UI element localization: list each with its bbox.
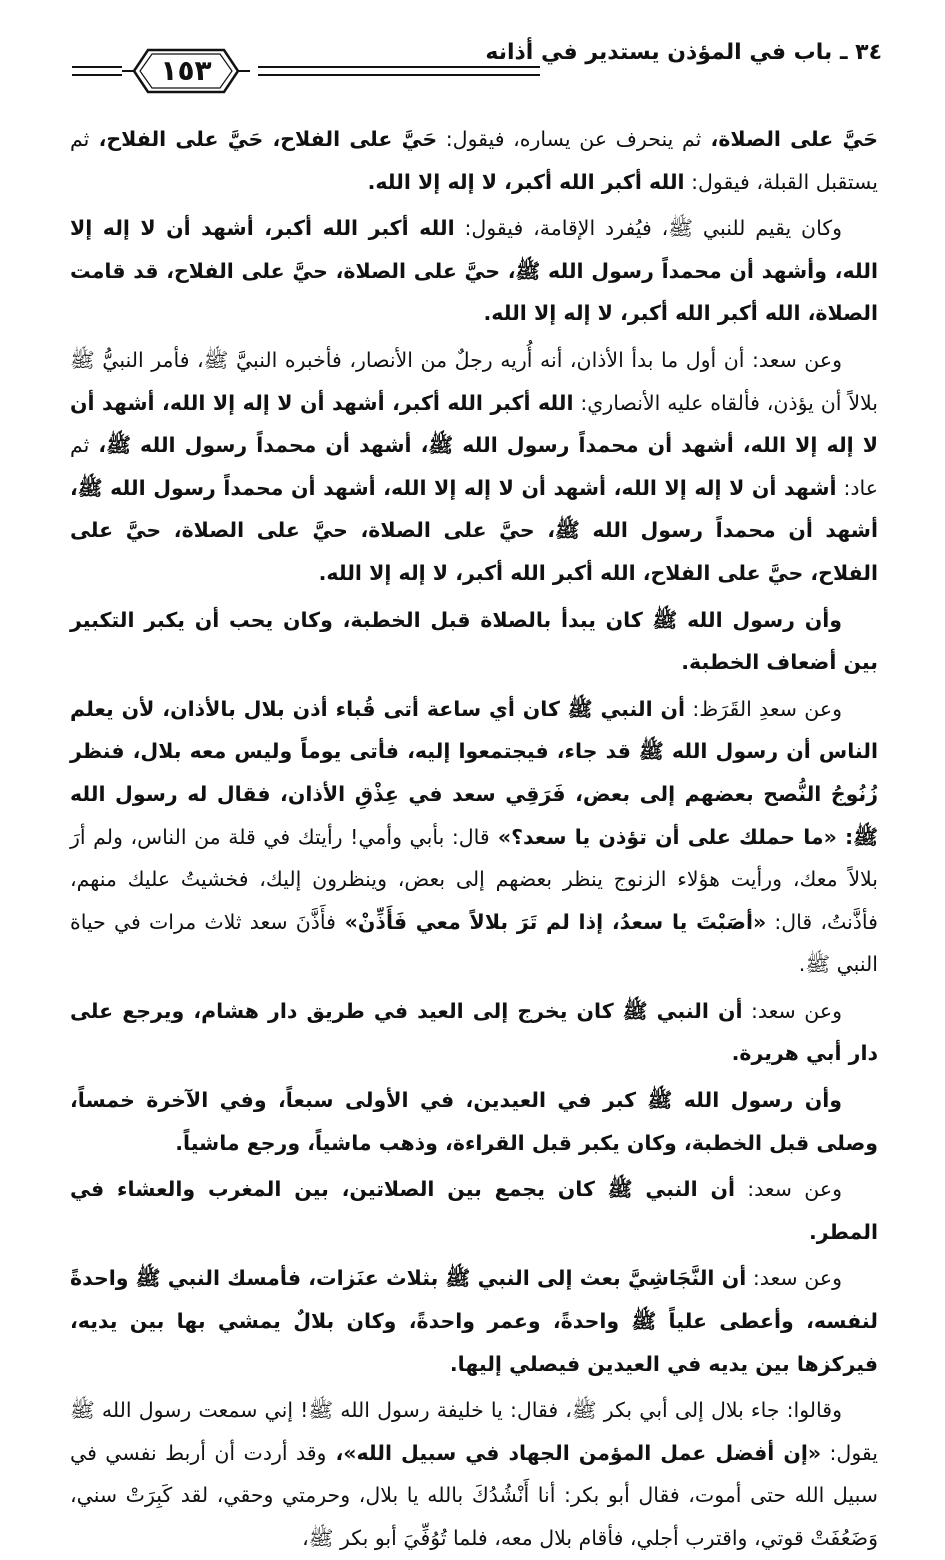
bold-text-run: حَيَّ على الصلاة، [701,127,878,151]
bold-text-run: أشهد أن لا إله إلا الله، أشهد أن لا إله إلا الله، أشهد أن محمداً رسول الله ﷺ، أشهد أن محمداً رسول الله ﷺ، حيَّ على الصلاة، حيَّ على الصلاة، حيَّ على الفلاح، حيَّ على الفلاح، الله أكبر الله أكبر، لا إله إلا الله. [70,475,878,585]
bold-text-run: «إن أفضل عمل المؤمن الجهاد في سبيل الله»، [326,1440,822,1465]
text-run: وقد أردت أن أربط نفسي في سبيل الله حتى أموت، فقال أبو بكر: أنا أَنْشُدُكَ بالله يا بلال، وحرمتي وحقي، لقد كَبِرَتْ سني، وَضَعُفَتْ قوتي، واقترب أجلي، فأقام بلال معه، فلما تُوُفِّيَ أبو بكر ﷺ، [70,1440,878,1550]
bold-text-run: وأن رسول الله ﷺ كبر في العيدين، في الأولى سبعاً، وفي الآخرة خمساً، وصلى قبل الخطبة، وكان يكبر قبل القراءة، وذهب ماشياً، ورجع ماشياً. [70,1088,878,1155]
paragraph [70,1257,878,1385]
bold-text-run: «أصَبْتَ يا سعدُ، إذا لم تَرَ بلالاً معي فَأَذِّنْ» [335,909,767,934]
text-run: وكان يقيم للنبي ﷺ، فيُفرد الإقامة، فيقول: [454,216,842,241]
bold-text-run: أن النَّجَاشِيَّ بعث إلى النبي ﷺ بثلاث عنَزات، فأمسك النبي ﷺ واحدةً لنفسه، وأعطى علياً ﷺ واحدةً، وعمر واحدةً، وكان بلالٌ يمشي بها بين يديه، فيركزها بين يديه في العيدين فيصلي إليها. [70,1266,878,1376]
header-rule-right [258,66,540,76]
paragraph [70,339,878,595]
paragraph [70,1389,878,1559]
chapter-title: ٣٤ ـ باب في المؤذن يستدير في أذانه [485,40,882,65]
bold-text-run: أن النبي ﷺ كان أي ساعة أتى قُباء أذن بلال بالأذان، لأن يعلم الناس أن رسول الله ﷺ قد جاء، فيجتمعوا إليه، فأتى يوماً وليس معه بلال، فنظر زُنُوجُ النُّصح بعضهم إلى بعض، فَرَقِي سعد في عِذْقِ الأذان، فقال له رسول الله ﷺ: «ما حملك على أن تؤذن يا سعد؟» [70,696,878,849]
bold-text-run: أن النبي ﷺ كان يجمع بين الصلاتين، بين المغرب والعشاء في المطر. [70,1177,878,1244]
text-run: فأَذَّنَ سعد ثلاث مرات في حياة النبي ﷺ. [70,909,878,977]
bold-text-run: وأن رسول الله ﷺ كان يبدأ بالصلاة قبل الخطبة، وكان يحب أن يكبر التكبير بين أضعاف الخطبة. [70,607,878,675]
text-run: وعن سعدِ القَرَظ: [685,696,842,721]
paragraph [70,688,878,986]
bold-text-run: الله أكبر الله أكبر، أشهد أن لا إله إلا الله، أشهد أن لا إله إلا الله، أشهد أن محمداً رسول الله ﷺ، أشهد أن محمداً رسول الله ﷺ، [70,390,878,458]
text-run: قال: بأبي وأمي! رأيتك في قلة من الناس، ولم أرَ بلالاً معك، ورأيت هؤلاء الزنوج ينظر بعضهم إلى بعض، وينظرون إليك، فخشيتُ عليك منهم، فأذَّنتُ، قال: [70,824,878,934]
text-run: وعن سعد: [735,1177,842,1202]
bold-text-run: حَيَّ على الفلاح، حَيَّ على الفلاح، [89,127,438,151]
text-run: ثم عاد: [70,433,878,500]
paragraph [70,207,878,335]
page-body [70,118,878,1560]
text-run: وعن سعد: [746,1266,842,1291]
bold-text-run: الله أكبر الله أكبر، لا إله إلا الله. [367,169,685,194]
text-run: وقالوا: جاء بلال إلى أبي بكر ﷺ، فقال: يا خليفة رسول الله ﷺ! إني سمعت رسول الله ﷺ يقول: [70,1398,878,1465]
page-number-badge [120,44,252,98]
text-run: ثم ينحرف عن يساره، فيقول: [437,127,702,151]
paragraph [70,1079,878,1164]
paragraph [70,990,878,1075]
text-run: وعن سعد: [742,998,842,1023]
page-number: ١٥٣ [160,54,212,87]
text-run: وعن سعد: أن أول ما بدأ الأذان، أنه أُريه رجلٌ من الأنصار، فأخبره النبيَّ ﷺ، فأمر النبيُّ ﷺ بلالاً أن يؤذن، فألقاه عليه الأنصاري: [70,347,878,415]
bold-text-run: أن النبي ﷺ كان يخرج إلى العيد في طريق دار هشام، ويرجع على دار أبي هريرة. [70,998,878,1066]
paragraph [70,1168,878,1253]
paragraph [70,118,878,203]
page-header [72,38,882,104]
header-rule-left [72,66,122,76]
text-run: ثم يستقبل القبلة، فيقول: [70,127,878,194]
bold-text-run: الله أكبر الله أكبر، أشهد أن لا إله إلا الله، وأشهد أن محمداً رسول الله ﷺ، حيَّ على الصلاة، حيَّ على الفلاح، قد قامت الصلاة، الله أكبر الله أكبر، لا إله إلا الله. [70,216,878,326]
paragraph [70,599,878,684]
